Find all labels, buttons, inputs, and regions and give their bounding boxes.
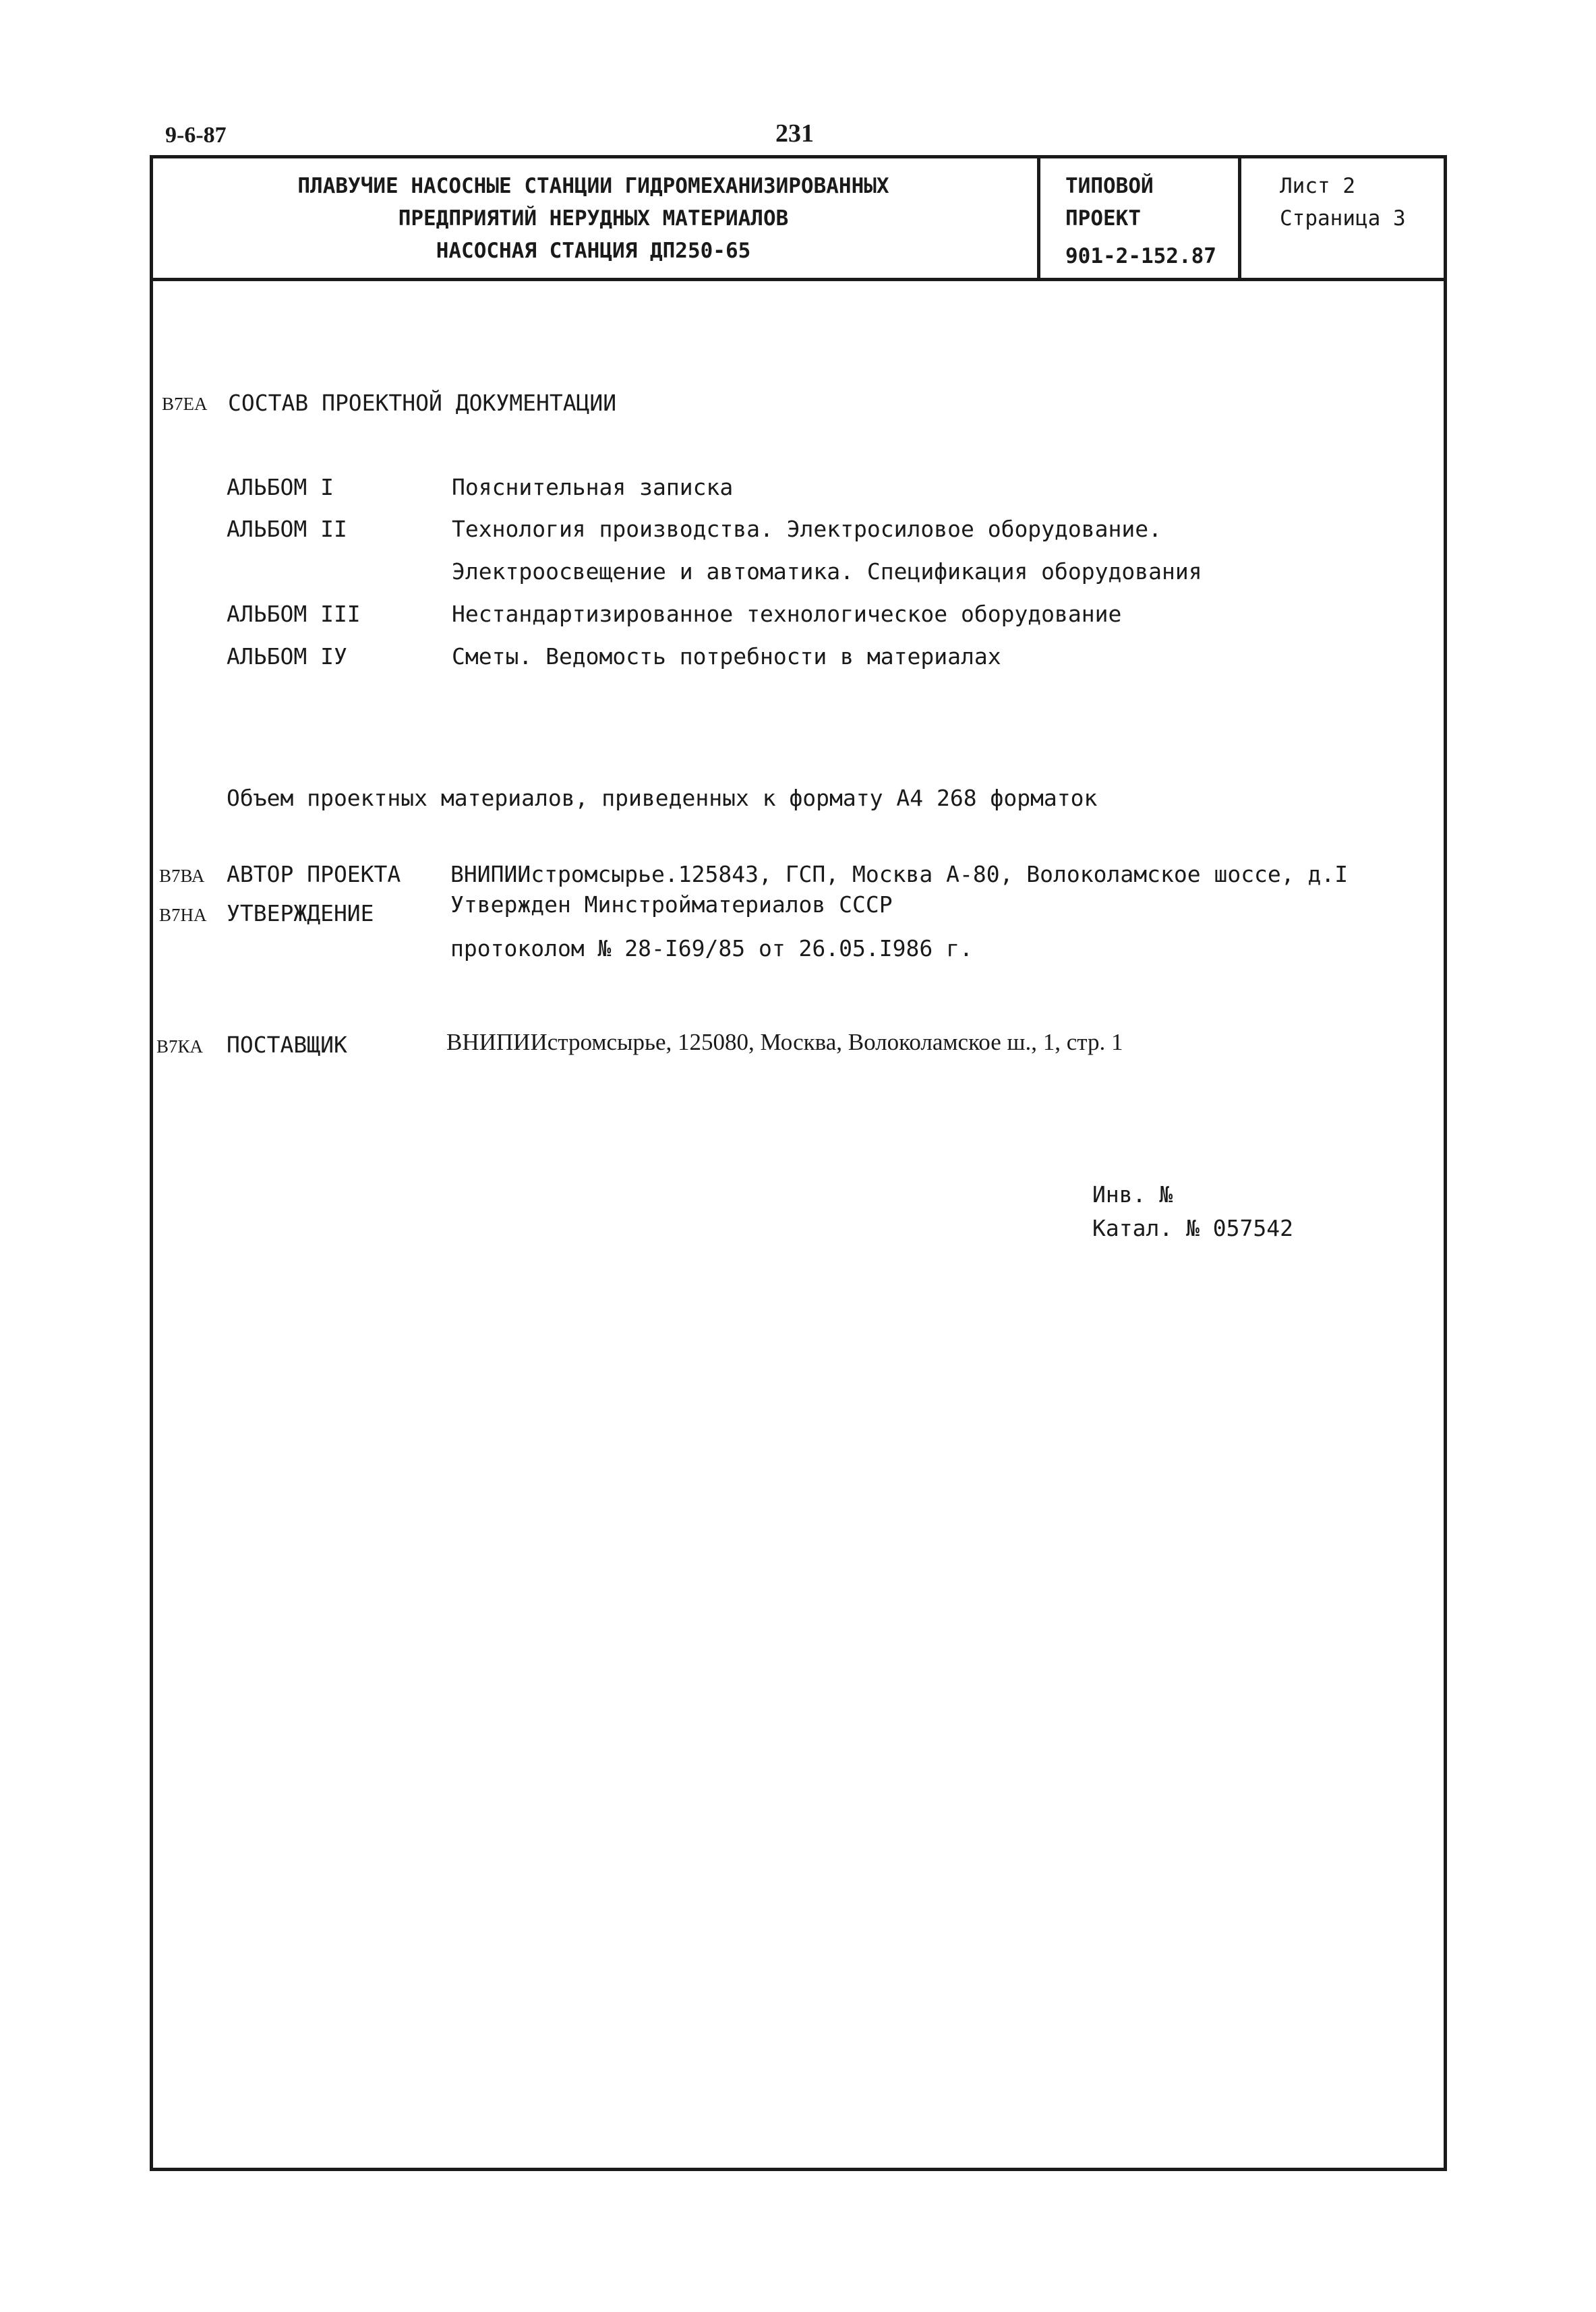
page-number: 231 <box>775 119 814 148</box>
catalog-number: Катал. № 057542 <box>1092 1215 1294 1241</box>
album-2-name: АЛЬБОМ II <box>227 516 347 542</box>
approval-label: УТВЕРЖДЕНИЕ <box>227 900 374 926</box>
album-2-line-1: Технология производства. Электросиловое оборудование. <box>452 516 1162 542</box>
project-number: 901-2-152.87 <box>1065 244 1216 268</box>
composition-code: В7ЕА <box>162 394 208 414</box>
author-label: АВТОР ПРОЕКТА <box>227 861 401 887</box>
approval-code: В7НА <box>159 905 207 925</box>
page-index: Страница 3 <box>1280 206 1406 231</box>
supplier-label: ПОСТАВЩИК <box>227 1032 347 1058</box>
title-line-1: ПЛАВУЧИЕ НАСОСНЫЕ СТАНЦИИ ГИДРОМЕХАНИЗИРОВАННЫХ <box>297 174 889 198</box>
album-1-line-1: Пояснительная записка <box>452 474 734 500</box>
album-4-name: АЛЬБОМ IУ <box>227 643 347 670</box>
author-code: В7ВА <box>159 866 205 886</box>
approval-line-1: Утвержден Минстройматериалов СССР <box>450 891 893 918</box>
header-divider-vertical-1 <box>1037 155 1040 280</box>
project-type-label: ТИПОВОЙ <box>1065 174 1154 198</box>
title-line-2: ПРЕДПРИЯТИЙ НЕРУДНЫХ МАТЕРИАЛОВ <box>398 206 789 231</box>
composition-title: СОСТАВ ПРОЕКТНОЙ ДОКУМЕНТАЦИИ <box>228 390 617 416</box>
supplier-code: В7КА <box>156 1036 204 1057</box>
supplier-value: ВНИПИИстромсырье, 125080, Москва, Волоколамское ш., 1, стр. 1 <box>446 1029 1123 1055</box>
album-4-line-1: Сметы. Ведомость потребности в материалах <box>452 643 1001 670</box>
document-code: 9-6-87 <box>165 123 227 148</box>
page-frame <box>150 155 1447 2171</box>
inventory-number: Инв. № <box>1092 1181 1173 1208</box>
album-3-line-1: Нестандартизированное технологическое оборудование <box>452 601 1122 627</box>
header-divider <box>150 278 1447 281</box>
approval-line-2: протоколом № 28-I69/85 от 26.05.I986 г. <box>450 935 973 961</box>
header-divider-vertical-2 <box>1238 155 1241 280</box>
project-label: ПРОЕКТ <box>1065 206 1141 231</box>
author-value: ВНИПИИстромсырье.125843, ГСП, Москва А-80, Волоколамское шоссе, д.I <box>450 861 1349 887</box>
album-2-line-2: Электроосвещение и автоматика. Спецификация оборудования <box>452 558 1202 585</box>
sheet-number: Лист 2 <box>1280 174 1355 198</box>
album-1-name: АЛЬБОМ I <box>227 474 334 500</box>
title-line-3: НАСОСНАЯ СТАНЦИЯ ДП250-65 <box>436 239 751 263</box>
album-3-name: АЛЬБОМ III <box>227 601 361 627</box>
volume-text: Объем проектных материалов, приведенных к формату А4 268 форматок <box>227 785 1098 811</box>
